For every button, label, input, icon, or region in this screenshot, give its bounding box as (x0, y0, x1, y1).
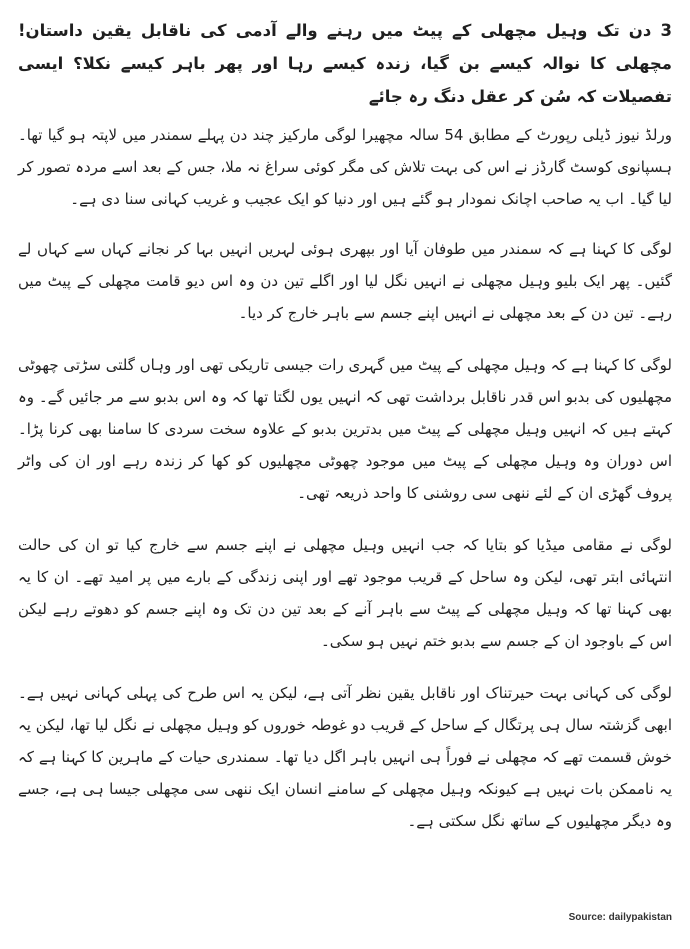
article-paragraph-3: لوگی کا کہنا ہے کہ وہیل مچھلی کے پیٹ میں گہری رات جیسی تاریکی تھی اور وہاں گلتی سڑتی چھوٹی مچھلیوں کی بدبو اس قدر ناقابل برداشت تھی کہ انہیں یوں لگتا تھا کہ وہ اس بدبو سے مر جائیں گے۔ وہ کہتے ہیں کہ انہیں وہیل مچھلی کے پیٹ میں بدترین بدبو کے علاوہ سخت سردی کا سامنا بھی کرنا پڑا۔ اس دوران وہ وہیل مچھلی کے پیٹ میں موجود چھوٹی مچھلیوں کو کھا کر زندہ رہے اور ان کی واٹر پروف گھڑی ان کے لئے ننھی سی روشنی کا واحد ذریعہ تھی۔ (18, 356, 672, 502)
article-paragraph-2: لوگی کا کہنا ہے کہ سمندر میں طوفان آیا اور بپھری ہوئی لہریں انہیں بہا کر نجانے کہاں سے کہاں لے گئیں۔ پھر ایک بلیو وہیل مچھلی نے انہیں نگل لیا اور اگلے تین دن وہ اس دیو قامت مچھلی کے پیٹ میں رہے۔ تین دن کے بعد مچھلی نے انہیں اپنے جسم سے باہر خارج کر دیا۔ (18, 240, 672, 322)
article-headline: 3 دن تک وہیل مچھلی کے پیٹ میں رہنے والے آدمی کی ناقابل یقین داستان! مچھلی کا نوالہ کیسے بن گیا، زندہ کیسے رہا اور پھر باہر کیسے نکلا؟ ایسی تفصیلات کہ سُن کر عقل دنگ رہ جائے (18, 21, 672, 106)
article-paragraph-4: لوگی نے مقامی میڈیا کو بتایا کہ جب انہیں وہیل مچھلی نے اپنے جسم سے خارج کیا تو ان کی حالت انتہائی ابتر تھی، لیکن وہ ساحل کے قریب موجود تھے اور اپنی زندگی کے بارے میں پر امید تھے۔ ان کا یہ بھی کہنا تھا کہ وہیل مچھلی کے پیٹ سے باہر آنے کے بعد تین دن تک وہ اپنے جسم کو دھوتے رہے لیکن اس کے باوجود ان کے جسم سے بدبو ختم نہیں ہو سکی۔ (18, 536, 672, 650)
source-credit: Source: dailypakistan (568, 912, 672, 923)
article-paragraph-1: ورلڈ نیوز ڈیلی رپورٹ کے مطابق 54 سالہ مچھیرا لوگی مارکیز چند دن پہلے سمندر میں لاپتہ ہو گیا تھا۔ ہسپانوی کوسٹ گارڈز نے اس کی بہت تلاش کی مگر کوئی سراغ نہ ملا، جس کے بعد اسے مردہ تصور کر لیا گیا۔ اب یہ صاحب اچانک نمودار ہو گئے ہیں اور دنیا کو ایک عجیب و غریب کہانی سنا دی ہے۔ (18, 126, 672, 208)
article (18, 14, 672, 857)
article-paragraph-5: لوگی کی کہانی بہت حیرتناک اور ناقابل یقین نظر آتی ہے، لیکن یہ اس طرح کی پہلی کہانی نہیں ہے۔ ابھی گزشتہ سال ہی پرتگال کے ساحل کے قریب دو غوطہ خوروں کو وہیل مچھلی نے نگل لیا تھا، لیکن یہ خوش قسمت تھے کہ مچھلی نے فوراً ہی انہیں باہر اگل دیا تھا۔ سمندری حیات کے ماہرین کا کہنا ہے کہ یہ ناممکن بات نہیں ہے کیونکہ وہیل مچھلی کے سامنے انسان ایک ننھی سی مچھلی جیسا ہی ہے، جسے وہ دیگر مچھلیوں کے ساتھ نگل سکتی ہے۔ (18, 684, 672, 830)
